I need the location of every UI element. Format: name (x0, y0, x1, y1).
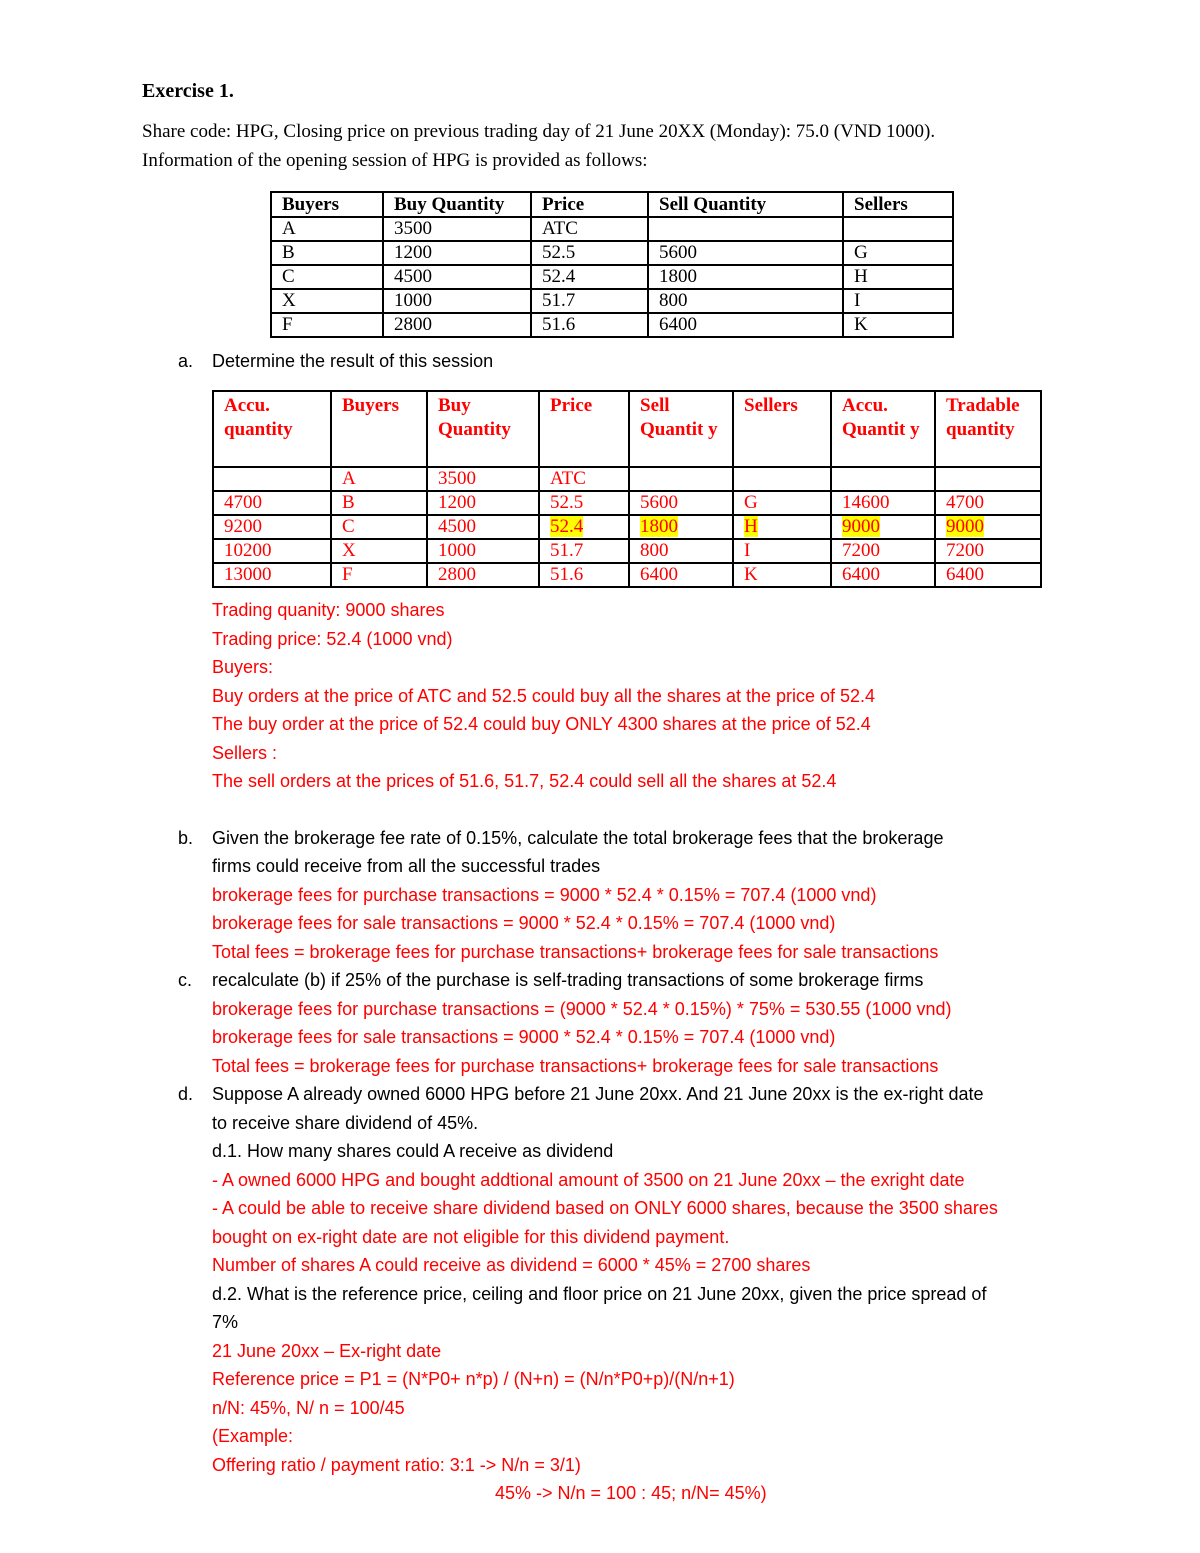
answer-a-line: Sellers : (212, 743, 278, 763)
cell: C (331, 515, 427, 539)
cell: 3500 (427, 467, 539, 491)
part-c-label: c. (178, 970, 193, 990)
cell: 10200 (213, 539, 331, 563)
cell: 800 (629, 539, 733, 563)
header-sell-quantity: Sell Quantity (648, 192, 843, 217)
highlighted-value: 1800 (640, 516, 678, 537)
header-buyers: Buyers (331, 391, 427, 467)
cell: X (331, 539, 427, 563)
answer-c-line: brokerage fees for purchase transactions = (9000 * 52.4 * 0.15%) * 75% = 530.55 (1000 vnd) (212, 999, 952, 1019)
cell (629, 467, 733, 491)
cell: A (271, 217, 383, 241)
answer-a-line: The buy order at the price of 52.4 could buy ONLY 4300 shares at the price of 52.4 (212, 714, 871, 734)
part-d-question-2: to receive share dividend of 45%. (212, 1113, 479, 1133)
table-row (271, 265, 953, 289)
cell: 7200 (935, 539, 1041, 563)
cell: 1000 (383, 289, 531, 313)
table-row (271, 241, 953, 265)
cell: 52.4 (531, 265, 648, 289)
cell: B (271, 241, 383, 265)
d2-answer-line: n/N: 45%, N/ n = 100/45 (212, 1398, 405, 1418)
part-d-question-1: Suppose A already owned 6000 HPG before 21 June 20xx. And 21 June 20xx is the ex-right date (212, 1084, 984, 1104)
cell: 7200 (831, 539, 935, 563)
part-a-label: a. (178, 351, 194, 371)
cell: 51.6 (531, 313, 648, 337)
cell: 4700 (935, 491, 1041, 515)
cell: 51.7 (539, 539, 629, 563)
table-row (271, 313, 953, 337)
d1-answer-line: - A could be able to receive share dividend based on ONLY 6000 shares, because the 3500 shares (212, 1198, 998, 1218)
answer-b-line: Total fees = brokerage fees for purchase transactions+ brokerage fees for sale transactions (212, 942, 939, 962)
header-accu-quantity: Accu. quantity (213, 391, 331, 467)
d2-question-1: d.2. What is the reference price, ceiling and floor price on 21 June 20xx, given the price spread of (212, 1284, 987, 1304)
answer-a-line: Trading price: 52.4 (1000 vnd) (212, 629, 453, 649)
d2-answer-line: Offering ratio / payment ratio: 3:1 -> N/n = 3/1) (212, 1455, 581, 1475)
cell: C (271, 265, 383, 289)
header-buy-quantity: Buy Quantity (427, 391, 539, 467)
cell: 5600 (629, 491, 733, 515)
intro-line-2: Information of the opening session of HPG is provided as follows: (142, 150, 648, 171)
cell-highlighted (629, 515, 733, 539)
cell-highlighted (733, 515, 831, 539)
d1-answer-line: bought on ex-right date are not eligible for this dividend payment. (212, 1227, 730, 1247)
cell: 6400 (831, 563, 935, 587)
cell (831, 467, 935, 491)
cell: 13000 (213, 563, 331, 587)
cell: I (843, 289, 953, 313)
cell: 2800 (427, 563, 539, 587)
cell: 3500 (383, 217, 531, 241)
d2-answer-line: Reference price = P1 = (N*P0+ n*p) / (N+n) = (N/n*P0+p)/(N/n+1) (212, 1369, 735, 1389)
table-row (271, 289, 953, 313)
header-sellers: Sellers (733, 391, 831, 467)
cell: 4500 (427, 515, 539, 539)
highlighted-value: 9000 (946, 516, 984, 537)
cell (648, 217, 843, 241)
cell: 800 (648, 289, 843, 313)
cell: G (733, 491, 831, 515)
cell: 51.7 (531, 289, 648, 313)
cell: X (271, 289, 383, 313)
cell: K (843, 313, 953, 337)
header-accu-sell-quantity: Accu. Quantit y (831, 391, 935, 467)
header-price: Price (531, 192, 648, 217)
cell: 5600 (648, 241, 843, 265)
d2-answer-line: 21 June 20xx – Ex-right date (212, 1341, 442, 1361)
cell (733, 467, 831, 491)
table-header-row (213, 391, 1041, 467)
cell-highlighted (831, 515, 935, 539)
cell: F (271, 313, 383, 337)
header-buyers: Buyers (271, 192, 383, 217)
header-sellers: Sellers (843, 192, 953, 217)
cell: 6400 (935, 563, 1041, 587)
highlighted-value: 9000 (842, 516, 880, 537)
table-row (213, 467, 1041, 491)
answer-b-line: brokerage fees for sale transactions = 9000 * 52.4 * 0.15% = 707.4 (1000 vnd) (212, 913, 836, 933)
d2-answer-line: 45% -> N/n = 100 : 45; n/N= 45%) (495, 1483, 767, 1503)
cell: 6400 (629, 563, 733, 587)
cell: 52.5 (531, 241, 648, 265)
cell: 1800 (648, 265, 843, 289)
cell: ATC (539, 467, 629, 491)
d1-answer-line: Number of shares A could receive as dividend = 6000 * 45% = 2700 shares (212, 1255, 811, 1275)
header-tradable-quantity: Tradable quantity (935, 391, 1041, 467)
answer-a-line: The sell orders at the prices of 51.6, 51.7, 52.4 could sell all the shares at 52.4 (212, 771, 837, 791)
table-header-row (271, 192, 953, 217)
cell: B (331, 491, 427, 515)
result-table (212, 390, 1042, 588)
cell: G (843, 241, 953, 265)
cell: 4700 (213, 491, 331, 515)
answer-c-line: brokerage fees for sale transactions = 9000 * 52.4 * 0.15% = 707.4 (1000 vnd) (212, 1027, 836, 1047)
part-d-label: d. (178, 1084, 194, 1104)
cell: H (843, 265, 953, 289)
cell: 1200 (427, 491, 539, 515)
intro-line-1: Share code: HPG, Closing price on previous trading day of 21 June 20XX (Monday): 75.0 (VND 1000). (142, 121, 936, 142)
part-c-question: recalculate (b) if 25% of the purchase is self-trading transactions of some brokerage firms (212, 970, 924, 990)
table-row (213, 563, 1041, 587)
cell: 4500 (383, 265, 531, 289)
cell (213, 467, 331, 491)
cell: 1000 (427, 539, 539, 563)
cell: 6400 (648, 313, 843, 337)
d2-question-2: 7% (212, 1312, 239, 1332)
table-row (213, 515, 1041, 539)
header-price: Price (539, 391, 629, 467)
cell: 9200 (213, 515, 331, 539)
cell: 51.6 (539, 563, 629, 587)
answer-c-line: Total fees = brokerage fees for purchase transactions+ brokerage fees for sale transactions (212, 1056, 939, 1076)
part-b-label: b. (178, 828, 194, 848)
cell-highlighted (539, 515, 629, 539)
answer-a-line: Buyers: (212, 657, 274, 677)
answer-b-line: brokerage fees for purchase transactions = 9000 * 52.4 * 0.15% = 707.4 (1000 vnd) (212, 885, 877, 905)
answer-a-line: Trading quanity: 9000 shares (212, 600, 445, 620)
table-row (271, 217, 953, 241)
table-row (213, 491, 1041, 515)
cell: 52.5 (539, 491, 629, 515)
cell-highlighted (935, 515, 1041, 539)
part-a-question: Determine the result of this session (212, 351, 494, 371)
d1-answer-line: - A owned 6000 HPG and bought addtional amount of 3500 on 21 June 20xx – the exright date (212, 1170, 965, 1190)
cell: A (331, 467, 427, 491)
cell: 2800 (383, 313, 531, 337)
cell: 1200 (383, 241, 531, 265)
table-row (213, 539, 1041, 563)
cell: 14600 (831, 491, 935, 515)
highlighted-value: H (744, 516, 758, 537)
order-book-table (270, 191, 954, 338)
cell: I (733, 539, 831, 563)
d2-answer-line: (Example: (212, 1426, 294, 1446)
header-sell-quantity: Sell Quantit y (629, 391, 733, 467)
cell: K (733, 563, 831, 587)
part-b-question-2: firms could receive from all the successful trades (212, 856, 601, 876)
exercise-title: Exercise 1. (142, 80, 234, 102)
highlighted-value: 52.4 (550, 516, 584, 537)
d1-question: d.1. How many shares could A receive as dividend (212, 1141, 614, 1161)
cell: ATC (531, 217, 648, 241)
answer-a-line: Buy orders at the price of ATC and 52.5 could buy all the shares at the price of 52.4 (212, 686, 876, 706)
cell (843, 217, 953, 241)
header-buy-quantity: Buy Quantity (383, 192, 531, 217)
cell: F (331, 563, 427, 587)
cell (935, 467, 1041, 491)
part-b-question-1: Given the brokerage fee rate of 0.15%, calculate the total brokerage fees that the brokerage (212, 828, 944, 848)
